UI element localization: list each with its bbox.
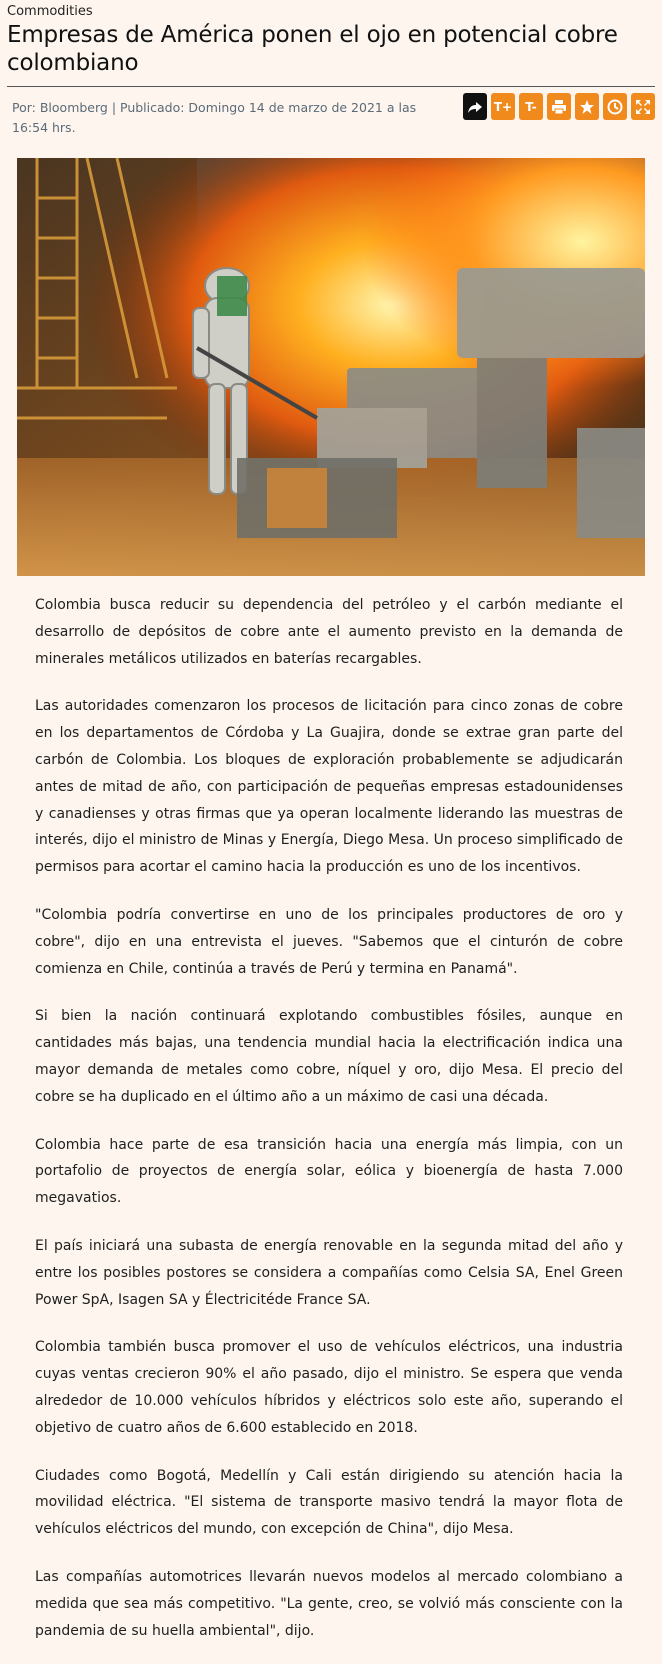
article-paragraph: Si bien la nación continuará explotando combustibles fósiles, aunque en cantidades más bajas, una tendencia mundial hacia la electrificación indica una mayor demanda de metales como cobre, níquel y oro, dijo Mesa. El precio del cobre se ha duplicado en el último año a un máximo de casi una década.: [35, 1008, 623, 1105]
copper-smelter-illustration: [17, 158, 645, 576]
article-hero-image: [17, 158, 645, 576]
print-button[interactable]: [547, 93, 571, 120]
title-divider: [7, 86, 655, 87]
article-toolbar: [463, 93, 655, 120]
article-paragraph: "Colombia podría convertirse en uno de los principales productores de oro y cobre", dijo en una entrevista el jueves. "Sabemos que el cinturón de cobre comienza en Chile, continúa a través de Perú y termina en Panamá".: [35, 906, 623, 977]
article-paragraph: Las autoridades comenzaron los procesos de licitación para cinco zonas de cobre en los departamentos de Córdoba y La Guajira, donde se extrae gran parte del carbón de Colombia. Los bloques de exploración probablemente se adjudicarán antes de mitad de año, con participación de pequeñas empresas estadounidenses y canadienses y otras firmas que ya operan localmente liderando las muestras de interés, dijo el ministro de Minas y Energía, Diego Mesa. Un proceso simplificado de permisos para acortar el camino hacia la producción es uno de los incentivos.: [35, 698, 623, 876]
clock-icon: [607, 99, 623, 115]
category-label[interactable]: Commodities: [7, 4, 93, 19]
article-paragraph: Ciudades como Bogotá, Medellín y Cali están dirigiendo su atención hacia la movilidad eléctrica. "El sistema de transporte masivo tendrá la mayor flota de vehículos eléctricos del mundo, con excepción de China", dijo Mesa.: [35, 1467, 623, 1538]
favorite-button[interactable]: [575, 93, 599, 120]
article-paragraph: Colombia hace parte de esa transición hacia una energía más limpia, con un portafolio de proyectos de energía solar, eólica y bioenergía de hasta 7.000 megavatios.: [35, 1136, 623, 1207]
share-arrow-icon: [467, 99, 483, 115]
print-icon: [551, 99, 567, 115]
history-button[interactable]: [603, 93, 627, 120]
star-icon: [579, 99, 595, 115]
article-paragraph: Las compañías automotrices llevarán nuevos modelos al mercado colombiano a medida que sea más competitivo. "La gente, creo, se volvió más consciente con la pandemia de su huella ambiental", dijo.: [35, 1568, 623, 1639]
font-increase-button[interactable]: T+: [491, 93, 515, 120]
expand-icon: [635, 99, 651, 115]
article-meta: Por: Bloomberg | Publicado: Domingo 14 de marzo de 2021 a las 16:54 hrs.: [12, 100, 417, 135]
article-paragraph: El país iniciará una subasta de energía renovable en la segunda mitad del año y entre los posibles postores se considera a compañías como Celsia SA, Enel Green Power SpA, Isagen SA y Électricitéde France SA.: [35, 1237, 623, 1308]
font-decrease-button[interactable]: T-: [519, 93, 543, 120]
share-button[interactable]: [463, 93, 487, 120]
article-paragraph: Colombia también busca promover el uso de vehículos eléctricos, una industria cuyas ventas crecieron 90% el año pasado, dijo el ministro. Se espera que venda alrededor de 10.000 vehículos híbridos y eléctricos solo este año, superando el objetivo de cuatro años de 6.600 establecido en 2018.: [35, 1339, 623, 1436]
article-body: [35, 592, 623, 1664]
article-paragraph: Colombia busca reducir su dependencia del petróleo y el carbón mediante el desarrollo de depósitos de cobre ante el aumento previsto en la demanda de minerales metálicos utilizados en baterías recargables.: [35, 597, 623, 667]
article-title: Empresas de América ponen el ojo en potencial cobre colombiano: [7, 22, 618, 76]
fullscreen-button[interactable]: [631, 93, 655, 120]
